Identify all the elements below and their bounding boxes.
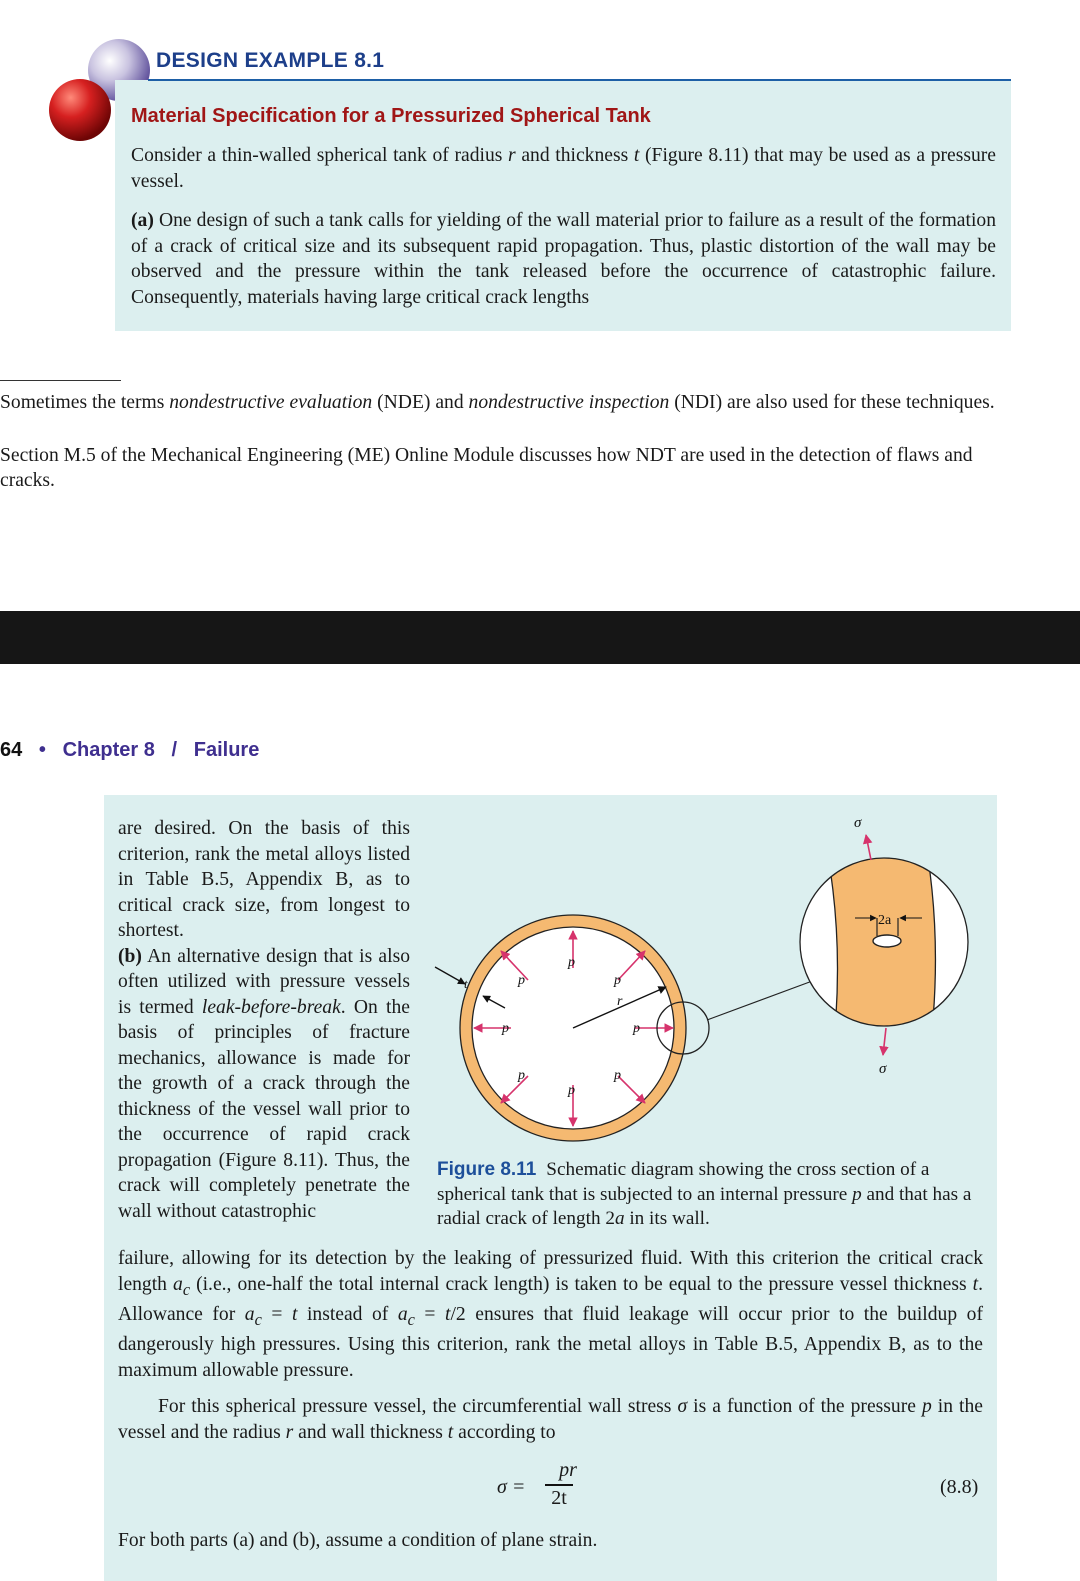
pressure-label: p (502, 1021, 509, 1036)
footnote-2: Section M.5 of the Mechanical Engineering (ME) Online Module discusses how NDT are used in the detection of flaws and cracks. (0, 445, 973, 491)
pressure-label: p (633, 1021, 640, 1036)
page-header (0, 739, 259, 762)
thickness-label: t (464, 976, 468, 991)
design-example-label: DESIGN EXAMPLE 8.1 (156, 49, 385, 72)
crack-length-label: 2a (878, 913, 892, 928)
pressure-label: p (614, 1068, 621, 1083)
pressure-label: p (518, 973, 525, 988)
pressure-label: p (614, 973, 621, 988)
figure-caption: Figure 8.11 Schematic diagram showing the cross section of a spherical tank that is subjected to an internal pressure p and that has a radial crack of length 2a in its wall. (437, 1159, 972, 1229)
pressure-label: p (568, 955, 575, 970)
fraction-bar (545, 1484, 573, 1486)
equation-denominator: 2t (551, 1487, 567, 1509)
stress-arrow (883, 1028, 886, 1055)
radius-label: r (617, 994, 623, 1009)
intro-paragraph: Consider a thin-walled spherical tank of radius r and thickness t (Figure 8.11) that may be used as a pressure vessel. (131, 145, 996, 192)
chapter-label: Chapter 8 (62, 739, 155, 761)
stress-label: σ (879, 1061, 887, 1077)
stress-label: σ (854, 815, 862, 831)
header-rule (148, 79, 1011, 81)
left-column-text: are desired. On the basis of this criterion, rank the metal alloys listed in Table B.5, Appendix B, as to critical crack size, from longest to shortest. (b) An alternative design that is also often utilized with pressure vessels is termed leak-before-break. On the basis of principles of fracture mechanics, allowance is made for the growth of a crack through the thickness of the vessel wall prior to the occurrence of rapid crack propagation (Figure 8.11). Thus, the crack will completely penetrate the wall without catastrophic (118, 818, 410, 1222)
crack (873, 935, 901, 947)
equation-numerator: pr (559, 1459, 577, 1481)
pressure-label: p (568, 1083, 575, 1098)
equation-lhs: σ = (497, 1476, 526, 1498)
section-label: Failure (193, 739, 260, 761)
header-slash: / (171, 739, 178, 761)
part-a-paragraph: (a) One design of such a tank calls for yielding of the wall material prior to failure as a result of the formation of a crack of critical size and its subsequent rapid propagation. Thus, plastic distortion of the wall may be observed and the pressure within the tank released before the occurrence of catastrophic failure. Consequently, materials having large critical crack lengths (131, 210, 996, 308)
spherical-tank-figure (425, 800, 985, 1150)
separator-dot: • (38, 739, 46, 761)
figure-label: Figure 8.11 (437, 1159, 537, 1180)
plane-strain-paragraph: For both parts (a) and (b), assume a condition of plane strain. (118, 1530, 598, 1551)
stress-arrow (866, 835, 871, 860)
thickness-arrow (435, 967, 465, 984)
footnote-1: Sometimes the terms nondestructive evaluation (NDE) and nondestructive inspection (NDI) are also used for these techniques. (0, 392, 995, 413)
pressure-label: p (518, 1068, 525, 1083)
page-number: 64 (0, 739, 23, 761)
magnify-connector (707, 980, 815, 1020)
stress-paragraph: For this spherical pressure vessel, the circumferential wall stress σ is a function of the pressure p in the vessel and the radius r and wall thickness t according to (118, 1396, 983, 1443)
footnote-rule (0, 380, 121, 381)
design-example-title: Material Specification for a Pressurized Spherical Tank (131, 105, 651, 127)
page-break-band (0, 611, 1080, 664)
equation-number: (8.8) (940, 1476, 979, 1498)
part-b-continued-paragraph: failure, allowing for its detection by the leaking of pressurized fluid. With this criterion the critical crack length $a_c$ (i.e., one-half the total internal crack length) is taken to be equal to the pressure vessel thickness t. Allowance for $a_c = t$ instead of $a_c = t/2$ ensures that fluid leakage will occur prior to the buildup of dangerously high pressures. Using this criterion, rank the metal alloys in Table B.5, Appendix B, as to the maximum allowable pressure. (118, 1248, 984, 1381)
